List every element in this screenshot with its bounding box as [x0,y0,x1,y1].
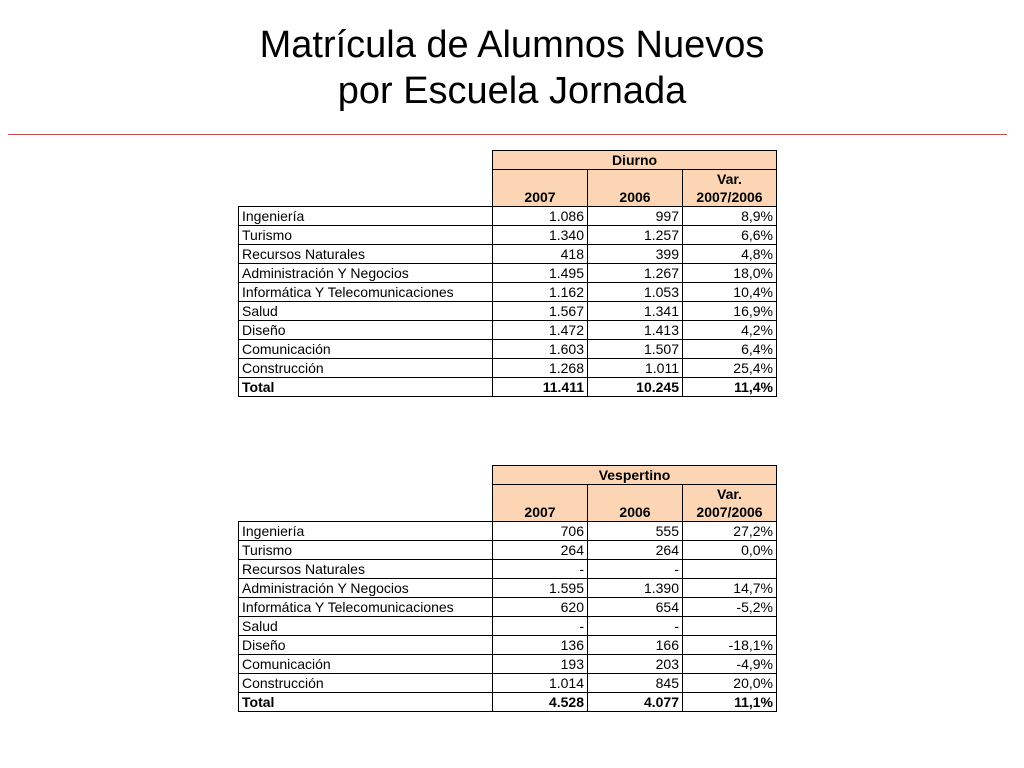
page-title-line1: Matrícula de Alumnos Nuevos [259,24,765,66]
column-header-row [239,485,777,522]
value-2006: 1.341 [588,302,683,321]
value-variation: -18,1% [683,636,777,655]
header-2007-line: 2007 [524,189,556,205]
header-variation-line: 2007/2006 [696,504,763,520]
total-label: Total [239,378,493,397]
value-2007: 1.595 [493,579,588,598]
header-2007-line: 2007 [524,504,556,520]
table-row [239,207,777,226]
value-variation: 10,4% [683,283,777,302]
blank-corner-cell [239,466,493,485]
page-title [0,22,1024,114]
value-2007: - [493,617,588,636]
row-label: Informática Y Telecomunicaciones [239,283,493,302]
table-row [239,245,777,264]
table-row [239,598,777,617]
total-2007: 11.411 [493,378,588,397]
value-variation: 0,0% [683,541,777,560]
header-variation-line: Var. [717,171,742,187]
value-2006: 1.267 [588,264,683,283]
table-row [239,302,777,321]
total-2007: 4.528 [493,693,588,712]
table-row [239,579,777,598]
table-row [239,674,777,693]
value-variation: 14,7% [683,579,777,598]
row-label: Construcción [239,674,493,693]
row-label: Ingeniería [239,522,493,541]
table-row [239,283,777,302]
value-2007: 620 [493,598,588,617]
header-2006-line: 2006 [619,504,651,520]
value-2007: 1.340 [493,226,588,245]
vespertino-table [238,465,777,712]
value-variation: 8,9% [683,207,777,226]
group-header-row [239,466,777,485]
value-2007: 1.495 [493,264,588,283]
table-row [239,359,777,378]
value-2007: 264 [493,541,588,560]
row-label: Administración Y Negocios [239,264,493,283]
value-2006: 166 [588,636,683,655]
header-2007 [493,485,588,522]
row-label: Diseño [239,636,493,655]
value-2006: 555 [588,522,683,541]
value-variation: 25,4% [683,359,777,378]
value-2007: 193 [493,655,588,674]
value-variation [683,560,777,579]
value-2006: 203 [588,655,683,674]
header-2007 [493,170,588,207]
value-variation: 27,2% [683,522,777,541]
table-row [239,655,777,674]
row-label: Ingeniería [239,207,493,226]
value-2006: 845 [588,674,683,693]
total-2006: 10.245 [588,378,683,397]
value-2007: 706 [493,522,588,541]
value-2007: - [493,560,588,579]
value-2007: 1.014 [493,674,588,693]
table-row [239,264,777,283]
table-row [239,560,777,579]
total-row [239,693,777,712]
value-2006: 1.011 [588,359,683,378]
row-label: Recursos Naturales [239,560,493,579]
row-label: Salud [239,617,493,636]
row-label: Comunicación [239,340,493,359]
value-2007: 1.268 [493,359,588,378]
value-2006: 997 [588,207,683,226]
value-variation: -5,2% [683,598,777,617]
header-2006 [588,485,683,522]
column-header-row [239,170,777,207]
total-variation: 11,1% [683,693,777,712]
value-variation: 4,8% [683,245,777,264]
total-label: Total [239,693,493,712]
row-label: Recursos Naturales [239,245,493,264]
row-label: Turismo [239,541,493,560]
row-label: Comunicación [239,655,493,674]
row-label: Turismo [239,226,493,245]
value-2006: 264 [588,541,683,560]
group-header: Vespertino [493,466,777,485]
header-variation-line: 2007/2006 [696,189,763,205]
value-variation: 18,0% [683,264,777,283]
row-label: Informática Y Telecomunicaciones [239,598,493,617]
row-label: Administración Y Negocios [239,579,493,598]
value-2006: - [588,560,683,579]
header-variation [683,485,777,522]
header-2006-line: 2006 [619,189,651,205]
total-row [239,378,777,397]
value-2006: 1.053 [588,283,683,302]
value-2007: 136 [493,636,588,655]
total-2006: 4.077 [588,693,683,712]
value-2006: 1.390 [588,579,683,598]
value-variation: 6,6% [683,226,777,245]
table-row [239,321,777,340]
page-title-line2: por Escuela Jornada [337,70,687,112]
value-2007: 1.162 [493,283,588,302]
value-2006: 1.257 [588,226,683,245]
value-variation: 20,0% [683,674,777,693]
table-row [239,226,777,245]
value-variation [683,617,777,636]
value-2007: 418 [493,245,588,264]
blank-corner-cell [239,485,493,522]
header-variation-line: Var. [717,486,742,502]
diurno-table [238,150,777,397]
row-label: Salud [239,302,493,321]
value-variation: -4,9% [683,655,777,674]
value-2006: 654 [588,598,683,617]
row-label: Construcción [239,359,493,378]
value-variation: 16,9% [683,302,777,321]
header-variation [683,170,777,207]
header-2006 [588,170,683,207]
value-2006: 1.413 [588,321,683,340]
blank-corner-cell [239,170,493,207]
table-row [239,617,777,636]
value-2007: 1.472 [493,321,588,340]
value-variation: 4,2% [683,321,777,340]
total-variation: 11,4% [683,378,777,397]
table-row [239,522,777,541]
value-variation: 6,4% [683,340,777,359]
row-label: Diseño [239,321,493,340]
value-2006: - [588,617,683,636]
value-2007: 1.086 [493,207,588,226]
value-2006: 1.507 [588,340,683,359]
table-row [239,340,777,359]
blank-corner-cell [239,151,493,170]
table-row [239,541,777,560]
table-row [239,636,777,655]
title-divider [8,134,1007,135]
value-2007: 1.567 [493,302,588,321]
value-2007: 1.603 [493,340,588,359]
group-header: Diurno [493,151,777,170]
value-2006: 399 [588,245,683,264]
group-header-row [239,151,777,170]
